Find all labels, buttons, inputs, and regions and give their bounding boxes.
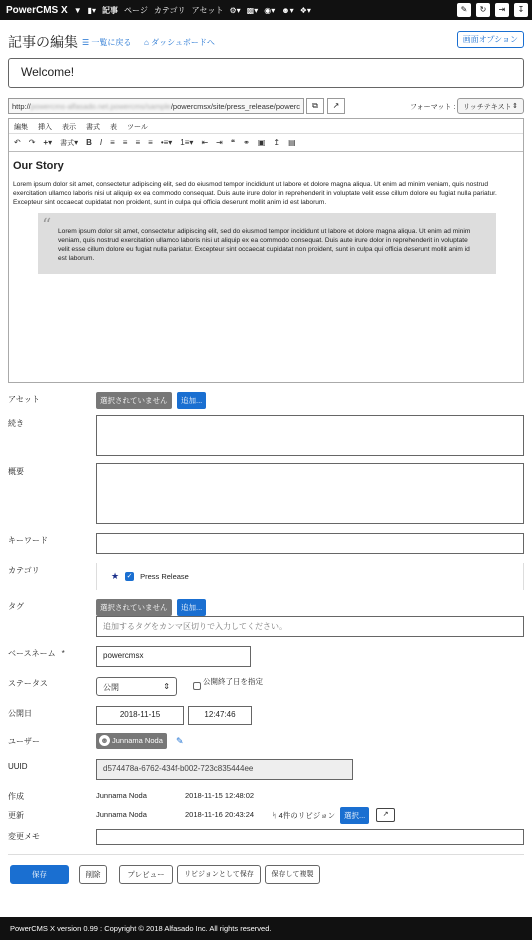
asset-not-selected: 選択されていません — [96, 392, 172, 409]
page-title: 記事の編集 — [8, 34, 78, 50]
title-input[interactable]: Welcome! — [8, 58, 524, 88]
comments-icon[interactable]: ◉▾ — [264, 5, 276, 15]
keywords-input[interactable] — [96, 533, 524, 554]
image-icon[interactable]: ▣ — [257, 138, 266, 147]
user-plus-icon[interactable]: ☻▾ — [281, 5, 294, 15]
footer: PowerCMS X version 0.99 : Copyright © 2018 Alfasado Inc. All rights reserved. — [0, 917, 532, 940]
category-checkbox[interactable]: ✓ — [126, 573, 133, 580]
status-label: ステータス — [8, 679, 48, 688]
user-label: ユーザー — [8, 737, 40, 746]
basename-label: ベースネーム * — [8, 649, 65, 658]
top-navbar — [0, 0, 532, 20]
excerpt-label: 概要 — [8, 467, 24, 476]
revisions-count: ᛋ 4件のリビジョン — [272, 811, 336, 820]
external-link-icon[interactable]: ↗ — [327, 98, 345, 114]
divider — [8, 854, 524, 855]
preview-button[interactable]: プレビュー — [119, 865, 173, 884]
basename-input[interactable]: powercmsx — [96, 646, 251, 667]
tags-label: タグ — [8, 602, 24, 611]
status-select[interactable]: 公開 ⇕ — [96, 677, 177, 696]
asset-label: アセット — [8, 395, 40, 404]
link-icon[interactable]: ⚭ — [243, 138, 250, 147]
refresh-icon[interactable]: ↻ — [476, 3, 490, 17]
nav-pages[interactable]: ページ — [124, 5, 148, 15]
bold-icon[interactable]: B — [86, 138, 92, 147]
nav-assets[interactable]: アセット — [191, 5, 224, 15]
unpublish-checkbox[interactable] — [193, 682, 201, 690]
menu-insert[interactable]: 挿入 — [38, 124, 52, 131]
align-justify-icon[interactable]: ≡ — [148, 138, 153, 147]
created-by: Junnama Noda — [96, 791, 147, 800]
align-center-icon[interactable]: ≡ — [122, 138, 128, 147]
memo-label: 変更メモ — [8, 832, 40, 841]
modified-label: 更新 — [8, 811, 24, 820]
format-label: フォーマット : — [410, 104, 456, 111]
rich-text-editor — [8, 118, 524, 383]
menu-tools[interactable]: ツール — [127, 124, 148, 131]
upload-icon[interactable]: ↥ — [273, 138, 281, 147]
uuid-field: d574478a-6762-434f-b002-723c835444ee — [96, 759, 353, 780]
align-left-icon[interactable]: ≡ — [110, 138, 115, 147]
chevron-updown-icon: ⇕ — [163, 682, 170, 691]
required-mark: * — [61, 649, 65, 658]
tags-input[interactable]: 追加するタグをカンマ区切りで入力してください。 — [96, 616, 524, 637]
created-at: 2018-11-15 12:48:02 — [185, 791, 255, 800]
user-badge[interactable]: ☻ Junnama Noda — [96, 733, 167, 749]
created-label: 作成 — [8, 792, 24, 801]
more-label: 続き — [8, 419, 24, 428]
keywords-label: キーワード — [8, 536, 48, 545]
save-button[interactable]: 保存 — [10, 865, 69, 884]
tags-not-selected: 選択されていません — [96, 599, 172, 616]
editor-menubar — [9, 119, 523, 134]
copy-icon[interactable]: ⧉ — [306, 98, 324, 114]
logout-icon[interactable]: ⇥ — [495, 3, 509, 17]
list-icon: ☰ — [82, 38, 90, 47]
indent-icon[interactable]: ⇥ — [216, 138, 223, 147]
tags-add-button[interactable]: 追加... — [177, 599, 206, 616]
gallery-icon[interactable]: ▤ — [288, 138, 296, 147]
uuid-label: UUID — [8, 762, 28, 771]
menu-format[interactable]: 書式 — [86, 124, 100, 131]
branch-icon: ᛋ — [272, 811, 277, 820]
format-dropdown[interactable]: 書式▾ — [60, 137, 79, 147]
back-to-list-link[interactable]: ☰ 一覧に戻る — [82, 38, 132, 47]
nav-categories[interactable]: カテゴリ — [153, 5, 186, 15]
modified-at: 2018-11-16 20:43:24 — [185, 810, 255, 819]
download-icon[interactable]: ↧ — [514, 3, 528, 17]
screen-options-button[interactable]: 画面オプション — [457, 31, 524, 48]
menu-edit[interactable]: 編集 — [14, 124, 28, 131]
more-textarea[interactable] — [96, 415, 524, 456]
unpublish-label: 公開終了日を指定 — [203, 677, 263, 686]
home-icon: ⌂ — [144, 38, 149, 47]
shield-icon[interactable]: ▼ — [73, 5, 82, 15]
editor-content[interactable] — [9, 152, 523, 282]
database-icon[interactable]: ▩▾ — [246, 5, 259, 15]
category-label: カテゴリ — [8, 566, 40, 575]
brand-logo[interactable]: PowerCMS X — [6, 4, 68, 16]
permalink-field[interactable]: http://powercms-alfasado.net.powercms/sample/powercmsx/site/press_release/powerc — [8, 98, 304, 114]
undo-icon[interactable]: ↶ — [14, 138, 21, 147]
align-right-icon[interactable]: ≡ — [135, 138, 141, 147]
edit-user-icon[interactable]: ✎ — [176, 736, 184, 746]
quote-icon: “ — [42, 215, 52, 236]
excerpt-textarea[interactable] — [96, 463, 524, 524]
content-blockquote: “ Lorem ipsum dolor sit amet, consectetur adipiscing elit, sed do eiusmod tempor incididunt ut labore et dolore magna aliqua. Ut enim ad minim veniam, quis nostrud exercitation ullamco laboris nisi ut aliquip ex ea commodo consequat. Duis aute irure dolor in reprehenderit in voluptate velit esse cillum dolore eu fugiat nulla pariatur. Excepteur sint occaecat cupidatat non proident, sunt in culpa qui officia deserunt mollit anim id est laborum. — [38, 213, 496, 274]
editor-toolbar — [9, 134, 523, 152]
menu-table[interactable]: 表 — [110, 124, 117, 131]
plugin-icon[interactable]: ❖▾ — [299, 5, 311, 15]
nav-entries[interactable]: 記事 — [102, 5, 119, 15]
save-duplicate-button[interactable]: 保存して複製 — [265, 865, 320, 884]
gear-icon[interactable]: ⚙▾ — [229, 5, 241, 15]
delete-button[interactable]: 削除 — [79, 865, 107, 884]
category-tree — [96, 563, 524, 590]
modified-by: Junnama Noda — [96, 810, 147, 819]
numbered-list-icon[interactable]: 1≡▾ — [180, 138, 194, 147]
menu-view[interactable]: 表示 — [62, 124, 76, 131]
top-right-tools — [457, 3, 528, 17]
edit-icon[interactable]: ✎ — [457, 3, 471, 17]
asset-add-button[interactable]: 追加... — [177, 392, 206, 409]
bookmark-icon[interactable]: ▮▾ — [87, 5, 97, 15]
plus-icon[interactable]: +▾ — [43, 138, 53, 147]
bullet-list-icon[interactable]: •≡▾ — [160, 138, 173, 147]
main-nav — [74, 5, 311, 16]
revision-compare-icon[interactable]: ↗ — [376, 808, 395, 822]
published-label: 公開日 — [8, 709, 32, 718]
save-revision-button[interactable]: リビジョンとして保存 — [177, 865, 261, 884]
outdent-icon[interactable]: ⇤ — [201, 138, 209, 147]
format-select[interactable]: リッチテキスト ⇕ — [457, 98, 524, 114]
published-time-input[interactable]: 12:47:46 — [188, 706, 252, 725]
dashboard-link[interactable]: ⌂ ダッシュボードへ — [144, 38, 215, 47]
chevron-updown-icon: ⇕ — [512, 103, 518, 110]
redo-icon[interactable]: ↷ — [28, 138, 36, 147]
category-name: Press Release — [140, 572, 189, 581]
blockquote-icon[interactable]: ❝ — [230, 138, 236, 147]
avatar: ☻ — [100, 736, 109, 745]
revision-select-button[interactable]: 選択... — [340, 807, 369, 824]
published-date-input[interactable]: 2018-11-15 — [96, 706, 184, 725]
italic-icon[interactable]: I — [99, 138, 103, 147]
star-icon[interactable]: ★ — [111, 571, 120, 581]
memo-input[interactable] — [96, 829, 524, 845]
content-paragraph: Lorem ipsum dolor sit amet, consectetur adipiscing elit, sed do eiusmod tempor incididunt ut labore et dolore magna aliqua. Ut enim ad minim veniam, quis nostrud exercitation ullamco laboris nisi ut aliquip ex ea commodo consequat. Duis aute irure dolor in reprehenderit in voluptate velit esse cillum dolore eu fugiat nulla pariatur. Excepteur sint occaecat cupidatat non proident, sunt in culpa qui officia deserunt mollit anim id est laborum. — [13, 181, 497, 206]
content-heading: Our Story — [13, 160, 64, 172]
